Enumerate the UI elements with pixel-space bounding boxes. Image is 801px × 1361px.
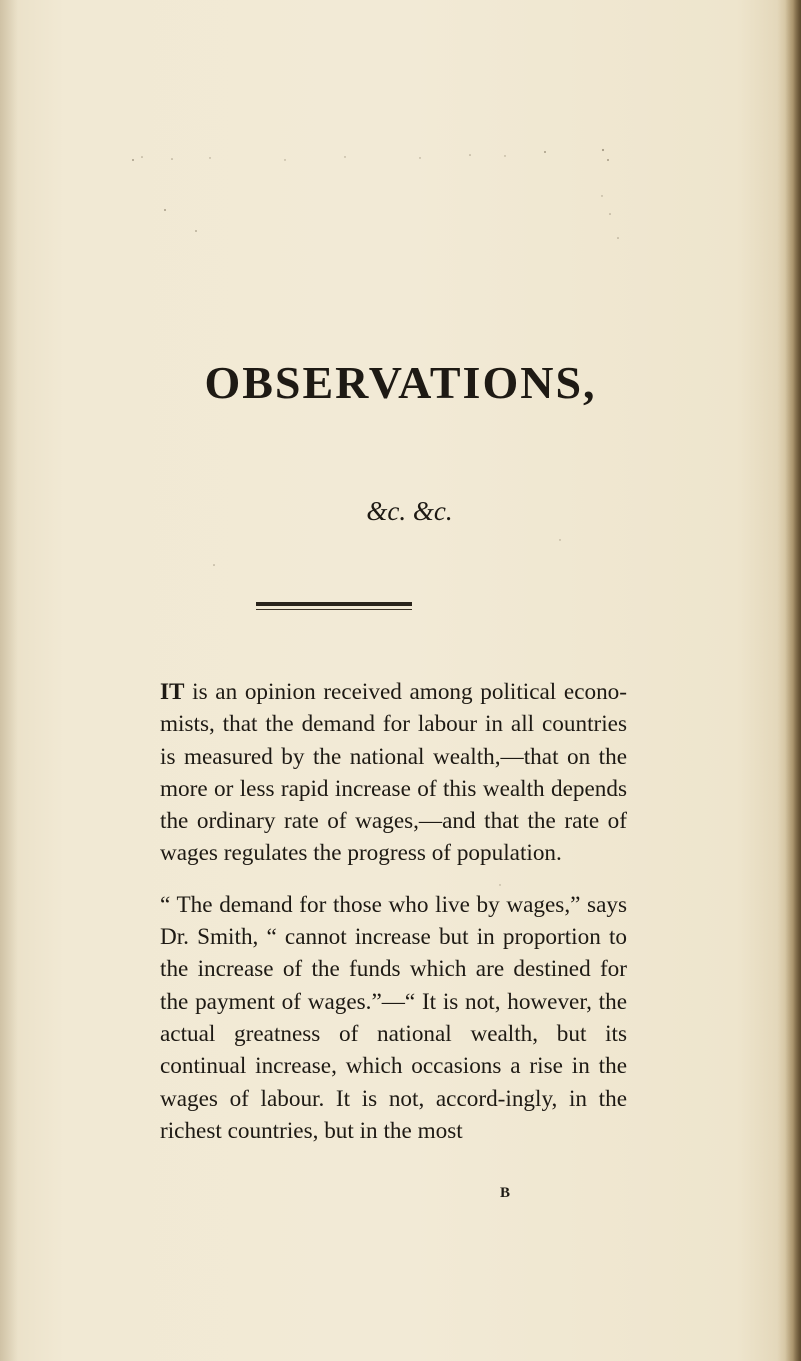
page-subtitle: &c. &c. bbox=[366, 496, 453, 526]
paragraph-1-lead: IT bbox=[160, 679, 185, 705]
paragraph-1 bbox=[160, 676, 627, 870]
title-divider bbox=[256, 602, 412, 610]
paragraph-1-text: is an opinion received among political econo-mists, that the demand for labour in all countries is measured by the national wealth,—that on the more or less rapid increase of this wealth depends the ordinary rate of wages,—and that the rate of wages regulates the progress of population. bbox=[160, 679, 627, 867]
divider-thin-line bbox=[256, 609, 412, 610]
page-title: OBSERVATIONS, bbox=[204, 357, 597, 408]
signature-mark: B bbox=[500, 1185, 511, 1201]
paragraph-2-text: “ The demand for those who live by wages,” says Dr. Smith, “ cannot increase but in proportion to the increase of the funds which are destined for the payment of wages.”—“ It is not, however, the actual greatness of national wealth, but its continual increase, which occasions a rise in the wages of labour. It is not, accord-ingly, in the richest countries, but in the most bbox=[160, 891, 627, 1144]
paragraph-2 bbox=[160, 889, 627, 1147]
divider-thick-line bbox=[256, 602, 412, 606]
body-text bbox=[160, 676, 627, 1147]
